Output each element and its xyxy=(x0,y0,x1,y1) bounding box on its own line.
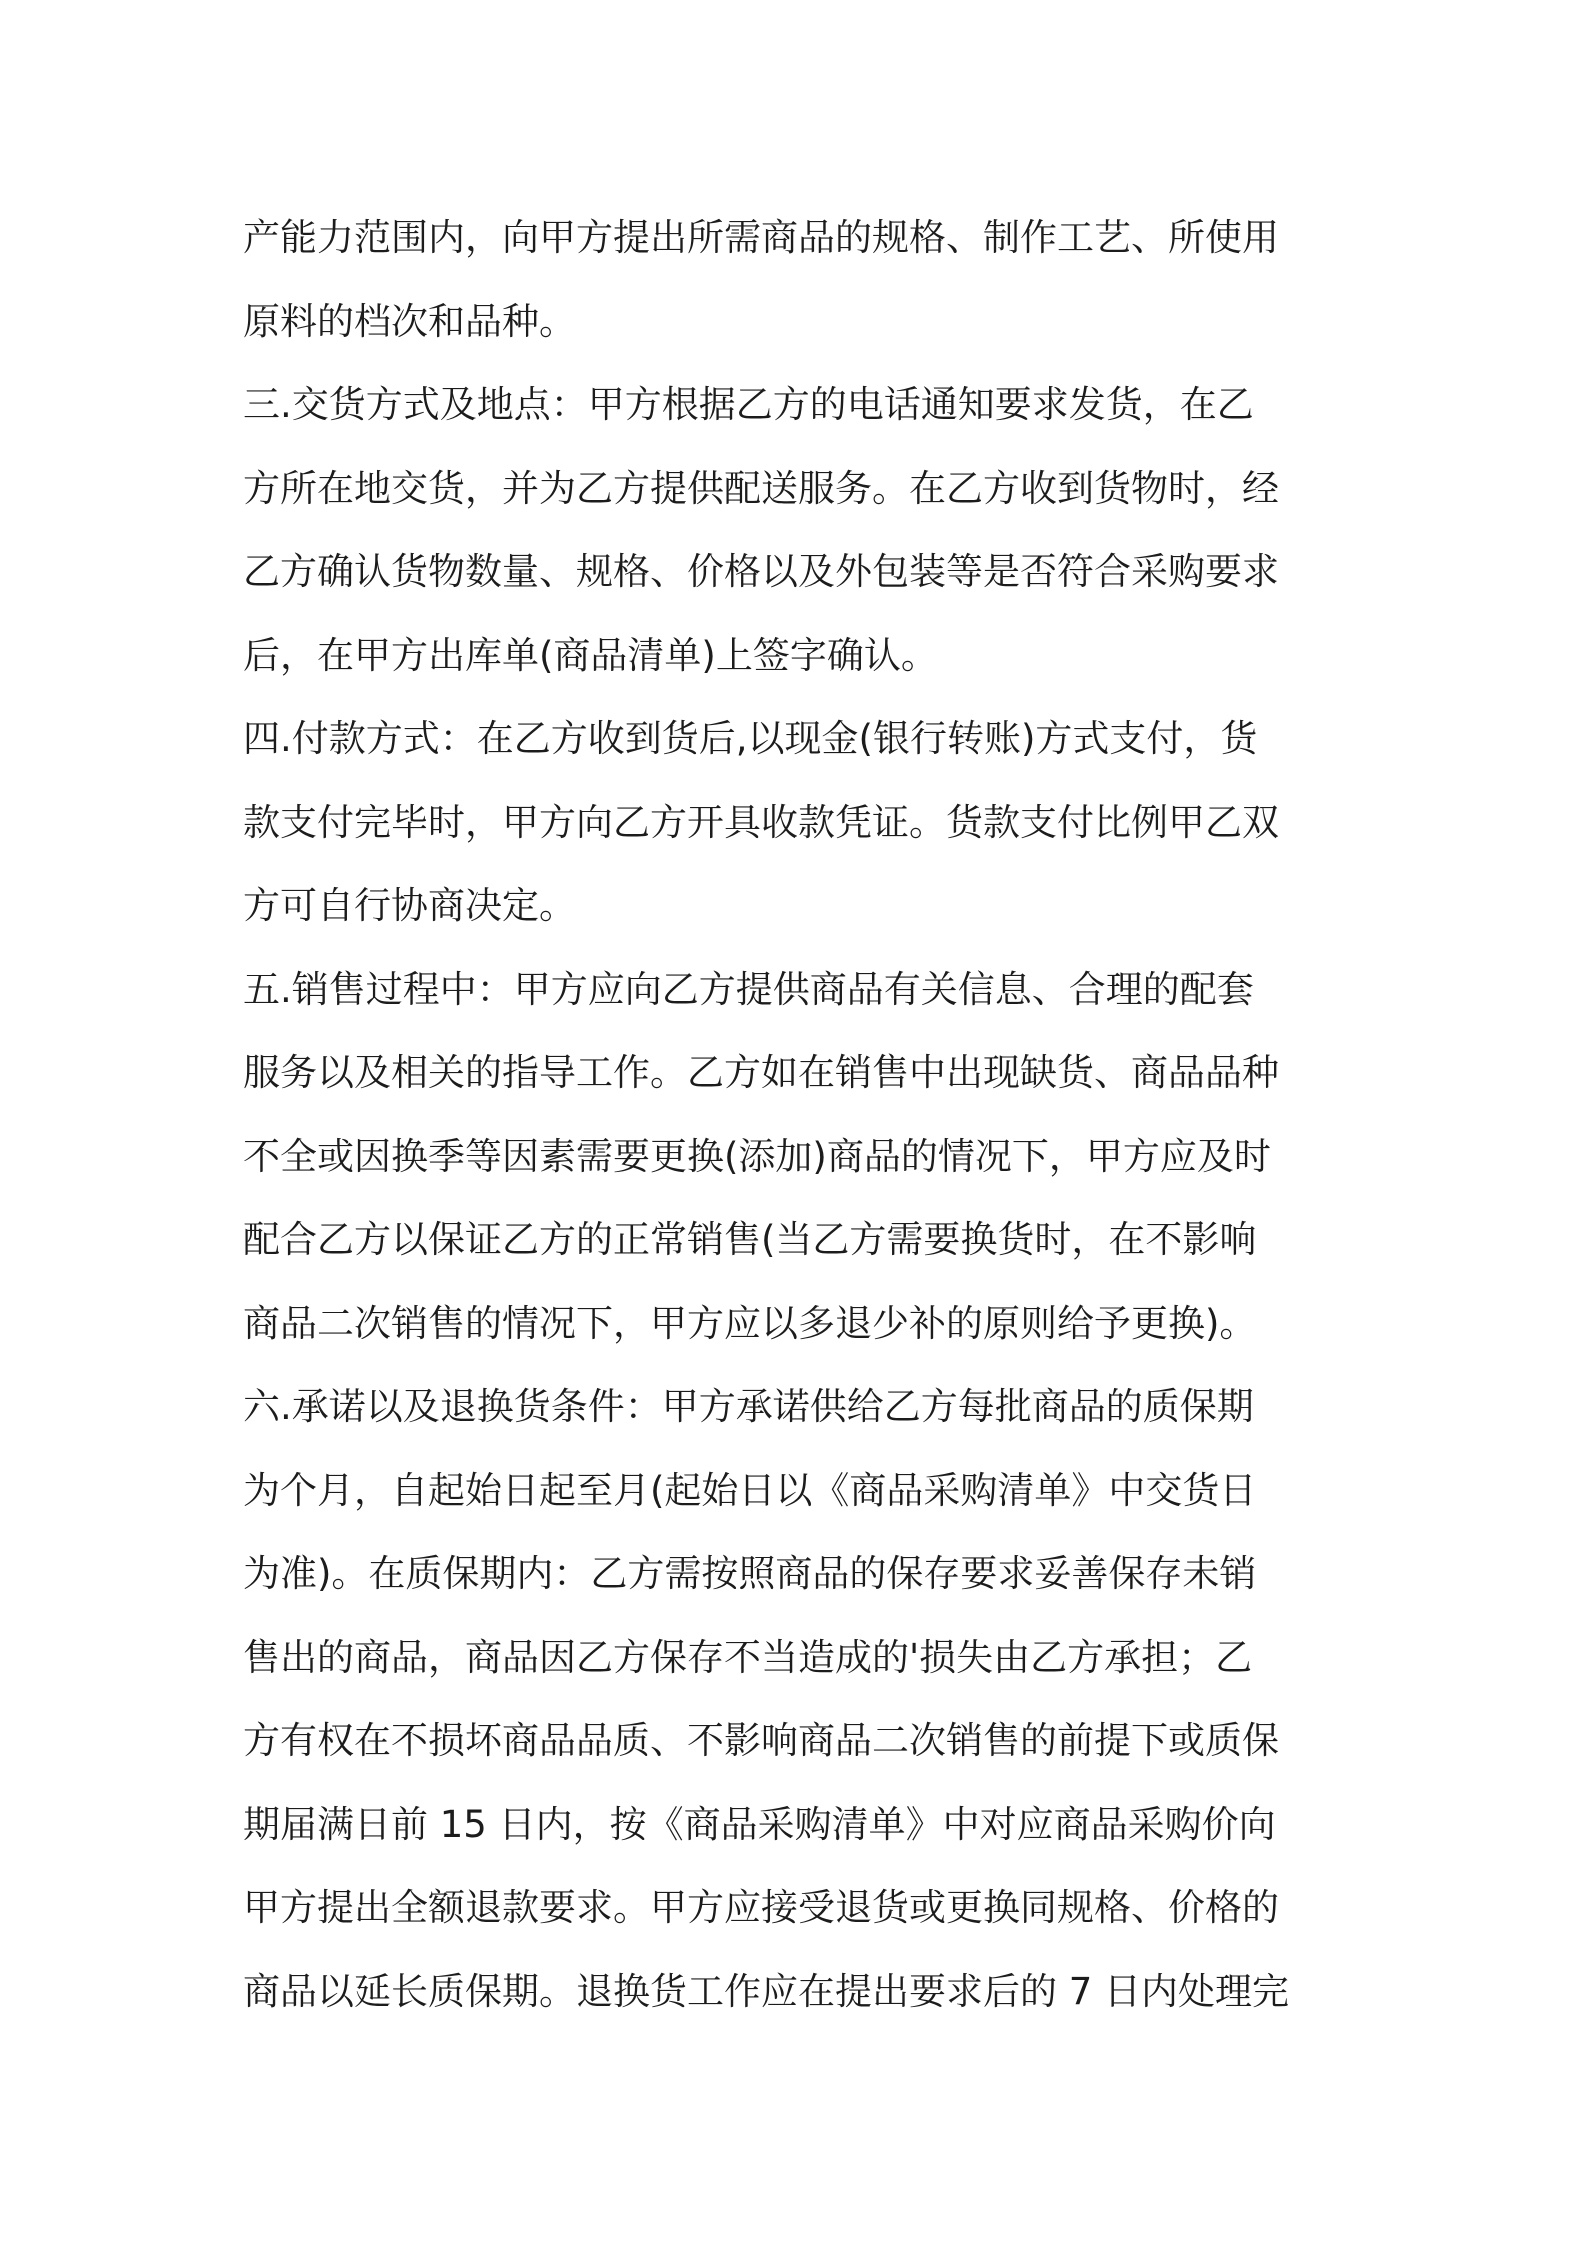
text-line: 后，在甲方出库单(商品清单)上签字确认。 xyxy=(243,633,938,677)
text-line: 不全或因换季等因素需要更换(添加)商品的情况下，甲方应及时 xyxy=(243,1134,1271,1178)
text-line: 五.销售过程中：甲方应向乙方提供商品有关信息、合理的配套 xyxy=(243,967,1254,1011)
text-line: 款支付完毕时，甲方向乙方开具收款凭证。货款支付比例甲乙双 xyxy=(243,800,1279,844)
text-line: 方有权在不损坏商品品质、不影响商品二次销售的前提下或质保 xyxy=(243,1719,1279,1762)
text-line: 为个月，自起始日起至月(起始日以《商品采购清单》中交货日 xyxy=(243,1468,1257,1512)
text-line: 三.交货方式及地点：甲方根据乙方的电话通知要求发货，在乙 xyxy=(243,383,1254,426)
text-line: 商品以延长质保期。退换货工作应在提出要求后的 7 日内处理完 xyxy=(243,1969,1290,2013)
text-line: 方所在地交货，并为乙方提供配送服务。在乙方收到货物时，经 xyxy=(243,466,1279,510)
document-body-text xyxy=(243,196,1353,2033)
text-line: 六.承诺以及退换货条件：甲方承诺供给乙方每批商品的质保期 xyxy=(243,1385,1254,1428)
text-line: 售出的商品，商品因乙方保存不当造成的'损失由乙方承担；乙 xyxy=(243,1635,1253,1679)
text-line: 四.付款方式：在乙方收到货后,以现金(银行转账)方式支付，货 xyxy=(243,717,1258,760)
text-line: 产能力范围内，向甲方提出所需商品的规格、制作工艺、所使用 xyxy=(243,216,1279,259)
text-line: 商品二次销售的情况下，甲方应以多退少补的原则给予更换)。 xyxy=(243,1301,1257,1345)
text-line: 服务以及相关的指导工作。乙方如在销售中出现缺货、商品品种 xyxy=(243,1051,1279,1094)
text-line: 期届满日前 15 日内，按《商品采购清单》中对应商品采购价向 xyxy=(243,1802,1276,1846)
text-line: 方可自行协商决定。 xyxy=(243,884,576,927)
text-line: 原料的档次和品种。 xyxy=(243,299,576,343)
text-line: 乙方确认货物数量、规格、价格以及外包装等是否符合采购要求 xyxy=(243,550,1279,593)
text-line: 配合乙方以保证乙方的正常销售(当乙方需要换货时，在不影响 xyxy=(243,1218,1257,1261)
text-line: 甲方提出全额退款要求。甲方应接受退货或更换同规格、价格的 xyxy=(243,1886,1279,1929)
text-line: 为准)。在质保期内：乙方需按照商品的保存要求妥善保存未销 xyxy=(243,1552,1257,1595)
